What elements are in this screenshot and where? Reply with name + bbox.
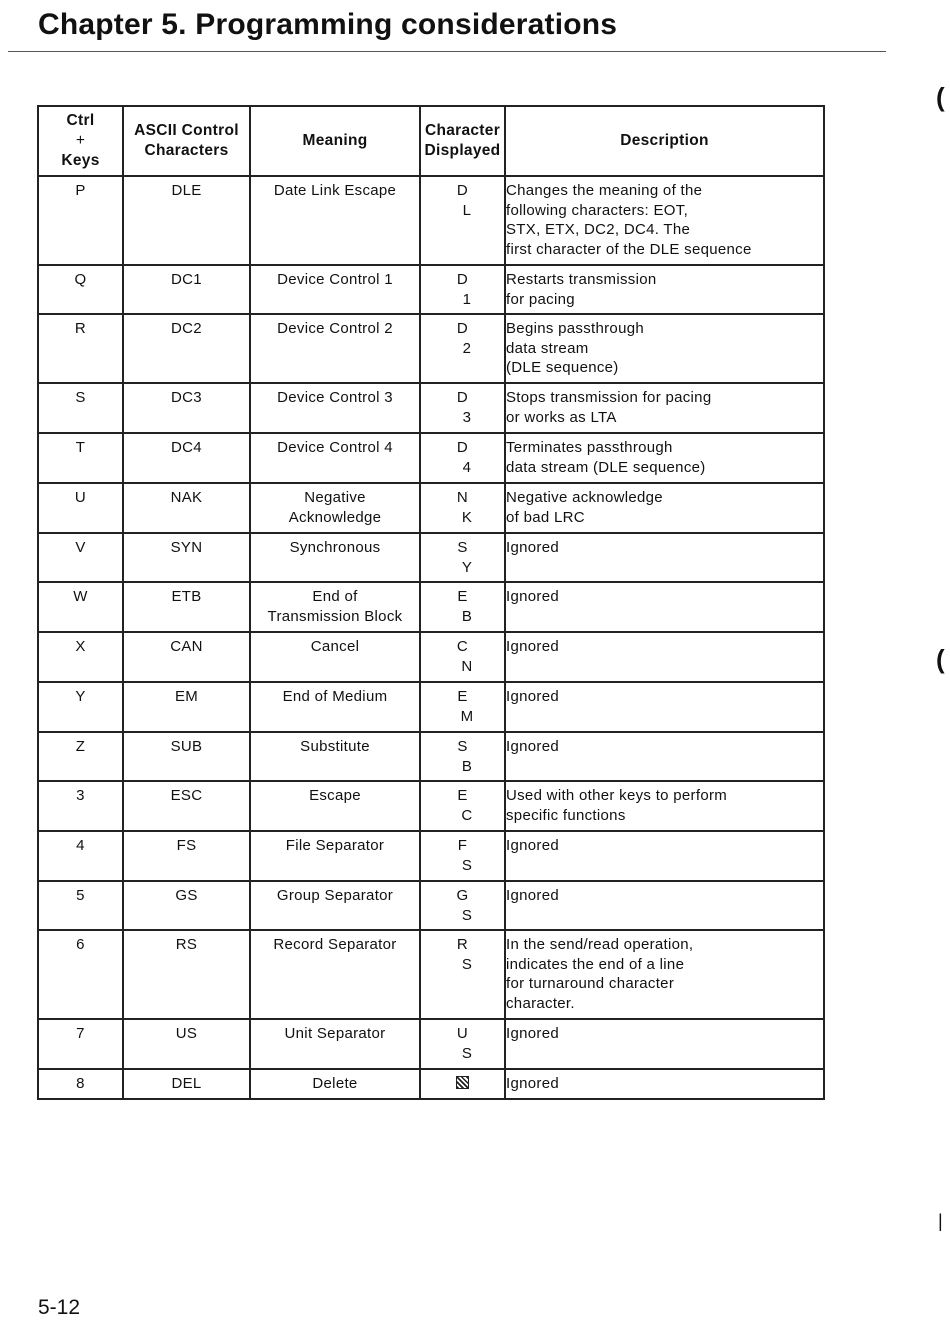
header-description: Description — [505, 106, 824, 176]
cell-displayed-line: E — [457, 588, 468, 605]
cell-meaning — [250, 1069, 420, 1099]
cell-displayed — [420, 732, 505, 781]
cell-meaning — [250, 383, 420, 433]
cell-displayed-line: N — [456, 489, 469, 506]
table-row — [38, 582, 824, 632]
cell-displayed-line: 1 — [462, 290, 472, 308]
cell-displayed-line: D — [456, 271, 469, 288]
cell-meaning — [250, 582, 420, 632]
cell-meaning — [250, 483, 420, 533]
cell-displayed — [420, 433, 505, 483]
cell-ascii: DLE — [123, 176, 250, 265]
cell-description-line: for pacing — [506, 290, 575, 308]
cell-displayed-line: G — [456, 887, 469, 904]
cell-key: W — [38, 582, 123, 632]
table-row — [38, 1069, 824, 1099]
cell-displayed-line: K — [461, 508, 473, 526]
cell-meaning-line: Synchronous — [289, 539, 381, 556]
cell-description-line: Ignored — [506, 539, 559, 556]
cell-description-line: Stops transmission for pacing — [506, 389, 712, 406]
header-ascii-line: ASCII Control — [134, 122, 239, 139]
cell-displayed-line: S — [461, 856, 473, 874]
header-ascii — [123, 106, 250, 176]
page-title: Chapter 5. Programming considerations — [38, 8, 618, 41]
cell-displayed-line: 4 — [462, 458, 472, 476]
cell-description-line: following characters: EOT, — [506, 201, 689, 219]
cell-meaning — [250, 265, 420, 314]
cell-displayed-line: E — [457, 787, 468, 804]
cell-displayed-line: M — [460, 707, 474, 725]
cell-meaning-line: Delete — [312, 1075, 358, 1092]
header-keys-line: Keys — [61, 152, 100, 169]
header-displayed — [420, 106, 505, 176]
table-row — [38, 831, 824, 881]
cell-ascii: DEL — [123, 1069, 250, 1099]
cell-description-line: Ignored — [506, 1075, 559, 1092]
cell-displayed-line: S — [457, 539, 468, 556]
cell-description — [505, 930, 824, 1019]
cell-description-line: of bad LRC — [506, 508, 585, 526]
cell-description-line: or works as LTA — [506, 408, 617, 426]
cell-key: 8 — [38, 1069, 123, 1099]
cell-meaning-line: Negative — [304, 489, 366, 506]
cell-key: S — [38, 383, 123, 433]
cell-key: Y — [38, 682, 123, 732]
cell-displayed-line: S — [461, 906, 473, 924]
cell-displayed-line: B — [461, 607, 473, 625]
header-ascii-line: Characters — [144, 142, 229, 159]
cell-ascii: GS — [123, 881, 250, 930]
cell-description — [505, 383, 824, 433]
cell-key: Z — [38, 732, 123, 781]
cell-description-line: Negative acknowledge — [506, 489, 663, 506]
header-keys — [38, 106, 123, 176]
cell-displayed-line: N — [461, 657, 473, 675]
cell-meaning-line: Unit Separator — [284, 1025, 386, 1042]
cell-ascii: DC1 — [123, 265, 250, 314]
margin-mark: | — [938, 1211, 943, 1231]
cell-description — [505, 881, 824, 930]
title-rule — [8, 51, 886, 52]
cell-displayed-line: C — [456, 638, 469, 655]
cell-meaning — [250, 433, 420, 483]
cell-displayed-line: Y — [461, 558, 473, 576]
cell-key: U — [38, 483, 123, 533]
cell-displayed-line: R — [456, 936, 469, 953]
table-row — [38, 632, 824, 682]
cell-displayed-line: B — [461, 757, 473, 775]
cell-description-line: Changes the meaning of the — [506, 182, 703, 199]
cell-meaning-line: End of — [312, 588, 358, 605]
cell-description-line: first character of the DLE sequence — [506, 241, 752, 259]
cell-ascii: FS — [123, 831, 250, 881]
table-row — [38, 483, 824, 533]
cell-description-line: data stream (DLE sequence) — [506, 458, 706, 476]
cell-key: P — [38, 176, 123, 265]
cell-description — [505, 1019, 824, 1069]
cell-key: X — [38, 632, 123, 682]
cell-meaning — [250, 533, 420, 582]
cell-description — [505, 1069, 824, 1099]
cell-displayed — [420, 1019, 505, 1069]
cell-ascii: SYN — [123, 533, 250, 582]
cell-description — [505, 314, 824, 383]
cell-description-line: Terminates passthrough — [506, 439, 673, 456]
table-row — [38, 176, 824, 265]
header-meaning: Meaning — [250, 106, 420, 176]
cell-description-line: specific functions — [506, 806, 626, 824]
cell-displayed — [420, 383, 505, 433]
cell-meaning-line: Escape — [309, 787, 361, 804]
cell-displayed-line: U — [456, 1025, 469, 1042]
page-number: 5-12 — [38, 1296, 81, 1319]
cell-meaning-line: File Separator — [285, 837, 385, 854]
cell-meaning — [250, 1019, 420, 1069]
cell-key: 7 — [38, 1019, 123, 1069]
table-row — [38, 930, 824, 1019]
cell-displayed-line: E — [457, 688, 468, 705]
cell-description-line: indicates the end of a line — [506, 955, 685, 973]
cell-meaning — [250, 176, 420, 265]
cell-displayed — [420, 176, 505, 265]
cell-description-line: Ignored — [506, 738, 559, 755]
header-displayed-line: Displayed — [424, 142, 501, 159]
cell-description — [505, 582, 824, 632]
cell-displayed — [420, 881, 505, 930]
table-row — [38, 383, 824, 433]
table-row — [38, 881, 824, 930]
cell-displayed — [420, 265, 505, 314]
cell-meaning — [250, 881, 420, 930]
margin-mark: ( — [936, 644, 945, 674]
cell-displayed-line: S — [457, 738, 468, 755]
cell-description — [505, 433, 824, 483]
cell-description-line: Used with other keys to perform — [506, 787, 728, 804]
cell-key: V — [38, 533, 123, 582]
cell-displayed — [420, 1069, 505, 1099]
cell-description-line: character. — [506, 995, 575, 1013]
cell-ascii: CAN — [123, 632, 250, 682]
cell-ascii: DC3 — [123, 383, 250, 433]
cell-description — [505, 176, 824, 265]
cell-meaning-line: Substitute — [300, 738, 370, 755]
cell-description-line: (DLE sequence) — [506, 359, 619, 377]
cell-description — [505, 781, 824, 831]
margin-mark: ( — [936, 82, 945, 112]
cell-displayed-line: S — [461, 955, 473, 973]
cell-description-line: Ignored — [506, 887, 559, 904]
cell-displayed-line: S — [461, 1044, 473, 1062]
cell-meaning — [250, 831, 420, 881]
cell-description-line: Begins passthrough — [506, 320, 644, 337]
cell-meaning-line: Record Separator — [273, 936, 397, 953]
table-row — [38, 533, 824, 582]
cell-ascii: EM — [123, 682, 250, 732]
control-characters-table — [37, 105, 825, 1100]
cell-description-line: Ignored — [506, 837, 559, 854]
cell-meaning-line: Device Control 2 — [277, 320, 393, 337]
cell-meaning-line: Device Control 4 — [277, 439, 393, 456]
cell-displayed-line: C — [461, 806, 473, 824]
table-row — [38, 1019, 824, 1069]
cell-ascii: SUB — [123, 732, 250, 781]
cell-displayed-line: D — [456, 320, 469, 337]
cell-displayed — [420, 582, 505, 632]
cell-meaning-line: Device Control 3 — [277, 389, 393, 406]
cell-description-line: data stream — [506, 339, 589, 357]
cell-description-line: Ignored — [506, 588, 559, 605]
cell-key: Q — [38, 265, 123, 314]
cell-description — [505, 632, 824, 682]
header-keys-line: + — [75, 132, 86, 149]
cell-displayed — [420, 483, 505, 533]
cell-meaning — [250, 314, 420, 383]
cell-description-line: Ignored — [506, 688, 559, 705]
cell-description-line: Restarts transmission — [506, 271, 657, 288]
cell-ascii: DC4 — [123, 433, 250, 483]
cell-displayed-line: 3 — [462, 408, 472, 426]
cell-description-line: STX, ETX, DC2, DC4. The — [506, 221, 691, 239]
table-header-row — [38, 106, 824, 176]
cell-displayed — [420, 682, 505, 732]
cell-key: T — [38, 433, 123, 483]
cell-ascii: ESC — [123, 781, 250, 831]
cell-displayed-line: D — [456, 439, 469, 456]
table-body — [38, 176, 824, 1099]
cell-displayed — [420, 533, 505, 582]
cell-displayed — [420, 781, 505, 831]
cell-displayed — [420, 314, 505, 383]
cell-meaning — [250, 781, 420, 831]
cell-ascii: NAK — [123, 483, 250, 533]
cell-ascii: DC2 — [123, 314, 250, 383]
cell-meaning-line: End of Medium — [282, 688, 388, 705]
cell-meaning-line: Device Control 1 — [277, 271, 393, 288]
cell-ascii: RS — [123, 930, 250, 1019]
cell-description — [505, 732, 824, 781]
cell-meaning-line: Date Link Escape — [273, 182, 397, 199]
cell-meaning-line: Group Separator — [276, 887, 394, 904]
cell-displayed — [420, 930, 505, 1019]
cell-meaning-line: Acknowledge — [288, 508, 382, 526]
cell-displayed-line: D — [456, 389, 469, 406]
cell-description — [505, 533, 824, 582]
cell-displayed-line: 2 — [462, 339, 472, 357]
cell-displayed-line: L — [462, 201, 472, 219]
cell-displayed-line: F — [457, 837, 468, 854]
cell-displayed-line: D — [456, 182, 469, 199]
cell-key: 4 — [38, 831, 123, 881]
table-row — [38, 732, 824, 781]
cell-description-line: for turnaround character — [506, 975, 675, 993]
cell-meaning-line: Transmission Block — [267, 607, 403, 625]
cell-key: 6 — [38, 930, 123, 1019]
table-row — [38, 265, 824, 314]
cell-key: 5 — [38, 881, 123, 930]
table-row — [38, 433, 824, 483]
cell-key: 3 — [38, 781, 123, 831]
cell-description — [505, 682, 824, 732]
header-keys-line: Ctrl — [66, 112, 95, 129]
cell-displayed — [420, 831, 505, 881]
cell-description — [505, 831, 824, 881]
table-row — [38, 314, 824, 383]
cell-meaning-line: Cancel — [310, 638, 360, 655]
cell-displayed — [420, 632, 505, 682]
cell-ascii: ETB — [123, 582, 250, 632]
cell-meaning — [250, 930, 420, 1019]
header-displayed-line: Character — [424, 122, 501, 139]
cell-description-line: In the send/read operation, — [506, 936, 694, 953]
cell-key: R — [38, 314, 123, 383]
cell-description — [505, 265, 824, 314]
cell-description — [505, 483, 824, 533]
cell-meaning — [250, 682, 420, 732]
cell-meaning — [250, 632, 420, 682]
hatched-box-icon — [456, 1076, 469, 1089]
cell-meaning — [250, 732, 420, 781]
table-row — [38, 781, 824, 831]
cell-description-line: Ignored — [506, 638, 559, 655]
table-row — [38, 682, 824, 732]
cell-description-line: Ignored — [506, 1025, 559, 1042]
cell-ascii: US — [123, 1019, 250, 1069]
